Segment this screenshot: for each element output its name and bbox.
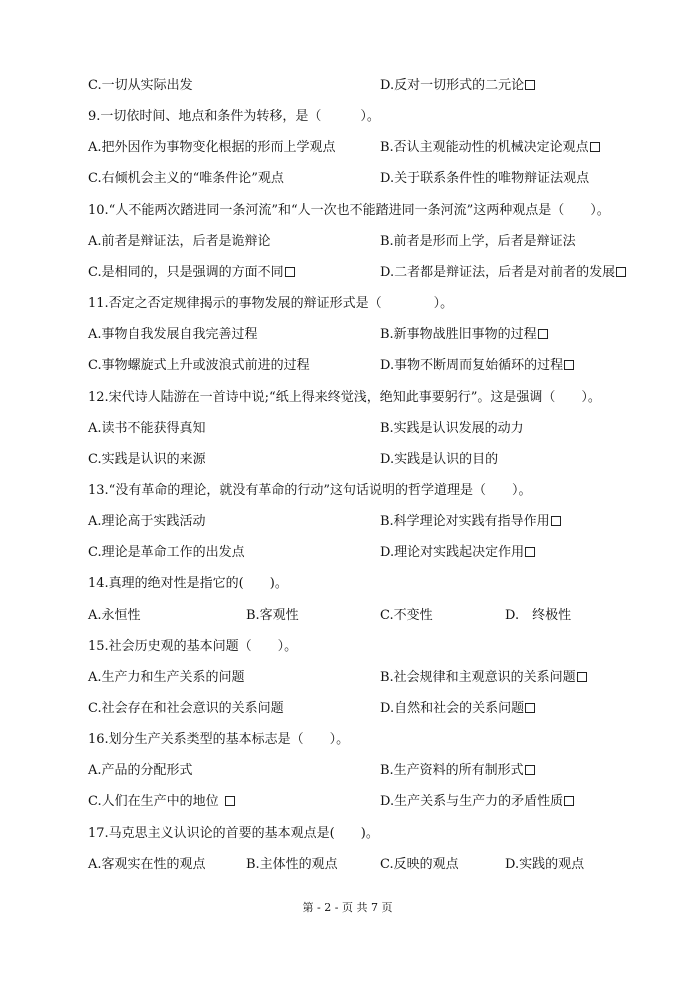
option-d: D.实践的观点 bbox=[505, 856, 585, 872]
option-text: D.理论对实践起决定作用 bbox=[380, 545, 525, 561]
empty-square-icon bbox=[564, 796, 574, 806]
option-a bbox=[88, 506, 206, 537]
option-row bbox=[88, 662, 648, 693]
option-a bbox=[88, 257, 295, 288]
option-text: B.前者是形而上学，后者是辩证法 bbox=[380, 233, 576, 249]
option-c: C.反映的观点 bbox=[380, 856, 459, 872]
question-stem: 17.马克思主义认识论的首要的基本观点是( )。 bbox=[88, 825, 379, 841]
option-a bbox=[88, 413, 206, 444]
option-row bbox=[88, 693, 648, 724]
option-c: C.不变性 bbox=[380, 607, 433, 623]
empty-square-icon bbox=[525, 547, 535, 557]
option-a bbox=[88, 350, 310, 381]
option-row bbox=[88, 537, 648, 568]
option-b bbox=[380, 662, 587, 693]
option-text: C.社会存在和社会意识的关系问题 bbox=[88, 701, 284, 716]
option-text: C.右倾机会主义的“唯条件论”观点 bbox=[88, 171, 284, 187]
question-stem: 11.否定之否定规律揭示的事物发展的辩证形式是（ ）。 bbox=[88, 296, 454, 312]
option-text: C.事物螺旋式上升或波浪式前进的过程 bbox=[88, 358, 310, 374]
option-row bbox=[88, 70, 648, 101]
option-text: B.社会规律和主观意识的关系问题 bbox=[380, 669, 576, 685]
option-text: C.实践是认识的来源 bbox=[88, 451, 206, 467]
option-text: D.事物不断周而复始循环的过程 bbox=[380, 358, 564, 374]
option-b bbox=[380, 755, 535, 786]
option-b: B.主体性的观点 bbox=[246, 856, 338, 872]
option-row bbox=[88, 350, 648, 381]
empty-square-icon bbox=[577, 672, 587, 682]
option-text: B.实践是认识发展的动力 bbox=[380, 420, 524, 436]
option-row bbox=[88, 444, 648, 475]
option-b bbox=[380, 413, 524, 444]
empty-square-icon bbox=[225, 796, 235, 806]
question-stem: 14.真理的绝对性是指它的( )。 bbox=[88, 576, 288, 592]
option-text: C.人们在生产中的地位 bbox=[88, 794, 219, 810]
option-d: D. 终极性 bbox=[505, 607, 572, 623]
empty-square-icon bbox=[616, 267, 626, 277]
option-b bbox=[380, 257, 626, 288]
option-row bbox=[88, 132, 648, 163]
option-text: A.产品的分配形式 bbox=[88, 763, 193, 779]
option-b bbox=[380, 693, 535, 724]
option-text: A.生产力和生产关系的问题 bbox=[88, 669, 245, 685]
option-a: A.永恒性 bbox=[88, 607, 141, 623]
option-b bbox=[380, 506, 561, 537]
option-b: B.客观性 bbox=[246, 607, 299, 623]
option-text: C.理论是革命工作的出发点 bbox=[88, 545, 245, 561]
option-a bbox=[88, 226, 271, 257]
question-stem: 15.社会历史观的基本问题（ ）。 bbox=[88, 638, 298, 654]
option-text: D.自然和社会的关系问题 bbox=[380, 701, 525, 716]
option-b bbox=[380, 350, 574, 381]
option-row bbox=[88, 226, 648, 257]
option-row bbox=[88, 413, 648, 444]
option-text: B.新事物战胜旧事物的过程 bbox=[380, 327, 537, 343]
empty-square-icon bbox=[551, 516, 561, 526]
option-text: A.事物自我发展自我完善过程 bbox=[88, 327, 258, 343]
option-row bbox=[88, 600, 648, 631]
option-b bbox=[380, 132, 600, 163]
empty-square-icon bbox=[525, 703, 535, 713]
empty-square-icon bbox=[564, 360, 574, 370]
option-text: D.二者都是辩证法，后者是对前者的发展 bbox=[380, 264, 616, 280]
option-text: C.一切从实际出发 bbox=[88, 78, 193, 93]
empty-square-icon bbox=[285, 267, 295, 277]
option-row bbox=[88, 257, 648, 288]
empty-square-icon bbox=[538, 329, 548, 339]
option-b bbox=[380, 786, 574, 817]
option-row bbox=[88, 755, 648, 786]
empty-square-icon bbox=[525, 765, 535, 775]
question-stem: 16.划分生产关系类型的基本标志是（ ）。 bbox=[88, 732, 350, 748]
question-stem: 12.宋代诗人陆游在一首诗中说;“纸上得来终觉浅，绝知此事要躬行”。这是强调（ ）。 bbox=[88, 389, 601, 405]
option-a bbox=[88, 662, 245, 693]
option-text: D.反对一切形式的二元论 bbox=[380, 78, 525, 93]
question-stem: 9.一切依时间、地点和条件为转移，是（ ）。 bbox=[88, 109, 380, 125]
option-a bbox=[88, 693, 284, 724]
option-row bbox=[88, 163, 648, 194]
option-text: A.读书不能获得真知 bbox=[88, 420, 206, 436]
option-text: B.否认主观能动性的机械决定论观点 bbox=[380, 140, 589, 156]
option-text: B.科学理论对实践有指导作用 bbox=[380, 514, 550, 530]
empty-square-icon bbox=[590, 142, 600, 152]
option-text: A.前者是辩证法，后者是诡辩论 bbox=[88, 233, 271, 249]
option-a bbox=[88, 70, 193, 101]
option-b bbox=[380, 537, 535, 568]
option-a: A.客观实在性的观点 bbox=[88, 856, 206, 872]
question-stem: 10.“人不能两次踏进同一条河流”和“人一次也不能踏进同一条河流”这两种观点是（ ）。 bbox=[88, 202, 610, 218]
question-stem: 13.“没有革命的理论，就没有革命的行动”这句话说明的哲学道理是（ ）。 bbox=[88, 482, 532, 498]
option-row bbox=[88, 506, 648, 537]
option-b bbox=[380, 444, 498, 475]
option-text: A.理论高于实践活动 bbox=[88, 514, 206, 530]
option-a bbox=[88, 444, 206, 475]
empty-square-icon bbox=[525, 80, 535, 90]
option-a bbox=[88, 786, 235, 817]
option-a bbox=[88, 537, 245, 568]
option-text: D.生产关系与生产力的矛盾性质 bbox=[380, 794, 564, 810]
option-b bbox=[380, 226, 576, 257]
option-b bbox=[380, 163, 589, 194]
option-a bbox=[88, 163, 284, 194]
option-text: B.生产资料的所有制形式 bbox=[380, 763, 524, 779]
option-row bbox=[88, 786, 648, 817]
option-row bbox=[88, 319, 648, 350]
option-text: D.关于联系条件性的唯物辩证法观点 bbox=[380, 171, 590, 187]
option-text: D.实践是认识的目的 bbox=[380, 451, 499, 467]
option-row bbox=[88, 849, 648, 880]
option-a bbox=[88, 755, 193, 786]
option-text: C.是相同的，只是强调的方面不同 bbox=[88, 264, 284, 280]
option-text: A.把外因作为事物变化根据的形而上学观点 bbox=[88, 140, 336, 156]
option-a bbox=[88, 319, 258, 350]
option-b bbox=[380, 70, 535, 101]
page-footer: 第 - 2 - 页 共 7 页 bbox=[302, 901, 393, 914]
option-a bbox=[88, 132, 336, 163]
option-b bbox=[380, 319, 548, 350]
